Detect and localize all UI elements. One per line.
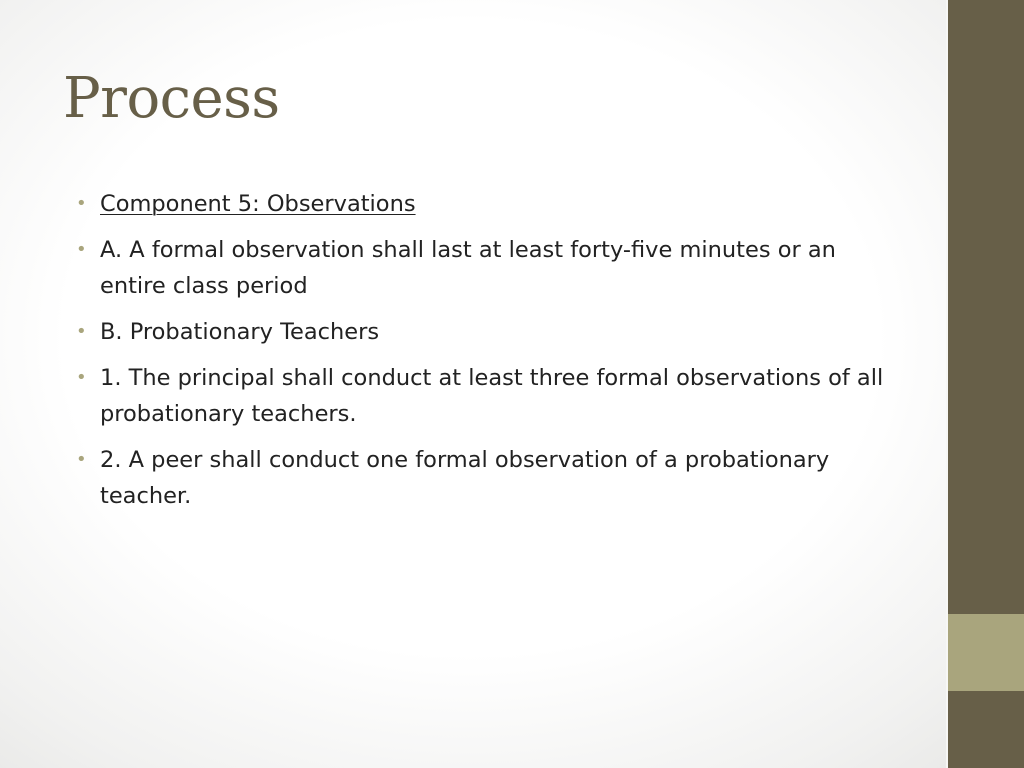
slide-title: Process xyxy=(63,66,280,131)
bullet-dot-icon: • xyxy=(76,239,87,260)
bullet-text: A. A formal observation shall last at least forty-five minutes or an entire class period xyxy=(100,237,836,299)
sidebar-accent-block xyxy=(948,614,1024,691)
bullet-dot-icon: • xyxy=(76,193,87,214)
bullet-text: 1. The principal shall conduct at least three formal observations of all probationary teachers. xyxy=(100,365,884,427)
bullet-dot-icon: • xyxy=(76,449,87,470)
bullet-item-peer xyxy=(74,442,904,514)
bullet-item-principal xyxy=(74,360,904,432)
bullet-dot-icon: • xyxy=(76,321,87,342)
bullet-item-formal-observation xyxy=(74,232,904,304)
bullet-item-probationary-teachers xyxy=(74,314,904,350)
bullet-text: Component 5: Observations xyxy=(100,191,416,217)
bullet-text: 2. A peer shall conduct one formal observation of a probationary teacher. xyxy=(100,447,830,509)
bullet-dot-icon: • xyxy=(76,367,87,388)
bullet-list xyxy=(74,186,904,524)
bullet-item-component xyxy=(74,186,904,222)
bullet-text: B. Probationary Teachers xyxy=(100,319,380,345)
